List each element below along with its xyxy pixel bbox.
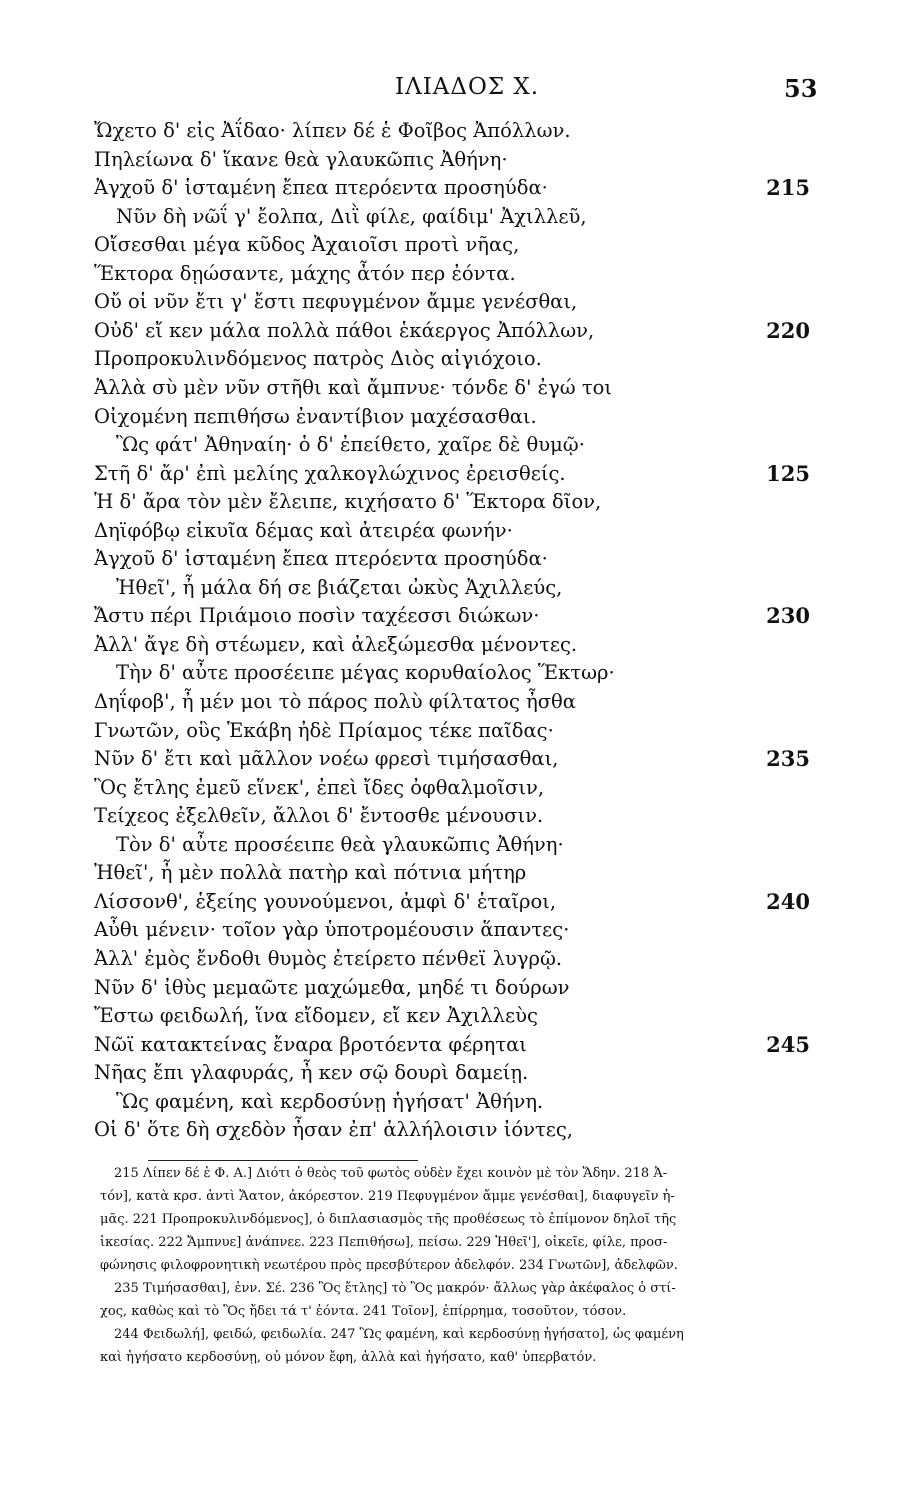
verse-line: Νῦν δὴ νῶΐ γ' ἔολπα, Διῒ φίλε, φαίδιμ' Ἀχιλλεῦ, — [116, 204, 587, 228]
verse-line: Πηλείωνα δ' ἵκανε θεὰ γλαυκῶπις Ἀθήνη· — [94, 147, 508, 171]
footnote-line: φώνησις φιλοφρονητικὴ νεωτέρου πρὸς πρεσβύτερον ἀδελφόν. 234 Γνωτῶν], ἀδελφῶν. — [100, 1258, 678, 1273]
verse-line: Ἕκτορα δῃώσαντε, μάχης ἆτόν περ ἐόντα. — [94, 261, 516, 285]
verse-line: Ἀγχοῦ δ' ἱσταμένη ἔπεα πτερόεντα προσηύδα· — [94, 176, 548, 200]
verse-line: Οὔ οἱ νῦν ἔτι γ' ἔστι πεφυγμένον ἄμμε γενέσθαι, — [94, 290, 578, 314]
line-number: 125 — [766, 460, 810, 486]
verse-line: Ἄστυ πέρι Πριάμοιο ποσὶν ταχέεσσι διώκων· — [94, 604, 540, 628]
footnote-line: 244 Φειδωλή], φειδώ, φειδωλία. 247 Ὣς φαμένη, καὶ κερδοσύνῃ ἡγήσατο], ὡς φαμένη — [114, 1327, 684, 1342]
verse-line: Τὴν δ' αὖτε προσέειπε μέγας κορυθαίολος Ἕκτωρ· — [116, 661, 615, 685]
verse-line: Ὤχετο δ' εἰς Ἀΐδαο· λίπεν δέ ἑ Φοῖβος Ἀπόλλων. — [94, 119, 571, 142]
verse-line: Ὣς φάτ' Ἀθηναίη· ὁ δ' ἐπείθετο, χαῖρε δὲ θυμῷ· — [116, 433, 585, 457]
footnote-line: μᾶς. 221 Προπροκυλινδόμενος], ὁ διπλασιασμὸς τῆς προθέσεως τὸ ἐπίμονον δηλοῖ τῆς — [100, 1212, 677, 1227]
footnote-rule — [148, 1160, 418, 1161]
line-number: 220 — [766, 317, 810, 343]
running-title: ΙΛΙΑΔΟΣ Χ. — [395, 74, 540, 100]
verse-line: Ἀλλ' ἐμὸς ἔνδοθι θυμὸς ἐτείρετο πένθεϊ λυγρῷ. — [94, 946, 563, 970]
verse-line: Ὃς ἔτλης ἐμεῦ εἵνεκ', ἐπεὶ ἴδες ὀφθαλμοῖσιν, — [94, 775, 545, 799]
line-number: 215 — [766, 175, 810, 201]
verse-line: Τείχεος ἐξελθεῖν, ἄλλοι δ' ἔντοσθε μένουσιν. — [94, 804, 544, 828]
verse-line: Δηΐφοβ', ἦ μέν μοι τὸ πάρος πολὺ φίλτατος ἦσθα — [94, 690, 576, 713]
footnote-line: χος, καθὼς καὶ τὸ Ὃς ἤδει τά τ' ἐόντα. 241 Τοῖον], ἐπίρρημα, τοσοῦτον, τόσον. — [100, 1304, 627, 1319]
verse-line: Στῆ δ' ἄρ' ἐπὶ μελίης χαλκογλώχινος ἐρεισθείς. — [94, 461, 566, 485]
footnote-line: ἱκεσίας. 222 Ἄμπνυε] ἀνάπνεε. 223 Πεπιθήσω], πείσω. 229 Ἠθεῖ'], οἰκεῖε, φίλε, προσ- — [100, 1235, 668, 1250]
verse-line: Προπροκυλινδόμενος πατρὸς Διὸς αἰγιόχοιο. — [94, 347, 542, 371]
footnote-line: καὶ ἡγήσατο κερδοσύνῃ, οὐ μόνον ἔφη, ἀλλὰ καὶ ἡγήσατο, καθ' ὑπερβατόν. — [100, 1350, 597, 1365]
verse-line: Ἠθεῖ', ἦ μὲν πολλὰ πατὴρ καὶ πότνια μήτηρ — [94, 861, 527, 885]
verse-line: Λίσσονθ', ἑξείης γουνούμενοι, ἀμφὶ δ' ἑταῖροι, — [94, 889, 557, 913]
verse-line: Ἀγχοῦ δ' ἱσταμένη ἔπεα πτερόεντα προσηύδα· — [94, 547, 548, 571]
verse-line: Ἡ δ' ἄρα τὸν μὲν ἔλειπε, κιχήσατο δ' Ἕκτορα δῖον, — [94, 490, 602, 514]
line-number: 240 — [766, 888, 810, 914]
verse-line: Ἀλλὰ σὺ μὲν νῦν στῆθι καὶ ἄμπνυε· τόνδε δ' ἐγώ τοι — [94, 375, 613, 399]
verse-line: Οἰχομένη πεπιθήσω ἐναντίβιον μαχέσασθαι. — [94, 404, 537, 428]
verse-line: Οὐδ' εἴ κεν μάλα πολλὰ πάθοι ἑκάεργος Ἀπόλλων, — [94, 318, 595, 342]
verse-line: Νῦν δ' ἔτι καὶ μᾶλλον νοέω φρεσὶ τιμήσασθαι, — [94, 747, 559, 771]
verse-line: Ἔστω φειδωλή, ἵνα εἴδομεν, εἴ κεν Ἀχιλλεὺς — [94, 1004, 538, 1028]
verse-line: Ἠθεῖ', ἦ μάλα δή σε βιάζεται ὠκὺς Ἀχιλλεύς, — [116, 575, 563, 599]
verse-line: Δηϊφόβῳ εἰκυῖα δέμας καὶ ἀτειρέα φωνήν· — [94, 518, 513, 542]
verse-line: Νῦν δ' ἰθὺς μεμαῶτε μαχώμεθα, μηδέ τι δούρων — [94, 975, 570, 999]
line-number: 245 — [766, 1031, 810, 1057]
verse-line: Ἀλλ' ἄγε δὴ στέωμεν, καὶ ἀλεξώμεσθα μένοντες. — [94, 632, 578, 656]
footnote-line: 215 Λίπεν δέ ἑ Φ. Α.] Διότι ὁ θεὸς τοῦ φωτὸς οὐδὲν ἔχει κοινὸν μὲ τὸν Ἅδην. 218 Ἀ- — [114, 1166, 668, 1181]
line-number: 230 — [766, 603, 810, 629]
verse-text — [0, 113, 901, 1163]
footnote-line: τόν], κατὰ κρσ. ἀντὶ Ἄατον, ἀκόρεστον. 219 Πεφυγμένον ἄμμε γενέσθαι], διαφυγεῖν ἡ- — [100, 1189, 675, 1204]
verse-line: Νῆας ἔπι γλαφυράς, ἦ κεν σῷ δουρὶ δαμείῃ. — [94, 1061, 529, 1085]
verse-line: Νῶϊ κατακτείνας ἔναρα βροτόεντα φέρηται — [94, 1032, 527, 1056]
verse-line: Οἴσεσθαι μέγα κῦδος Ἀχαιοῖσι προτὶ νῆας, — [94, 233, 520, 257]
verse-line: Αὖθι μένειν· τοῖον γὰρ ὑποτρομέουσιν ἅπαντες· — [94, 918, 570, 942]
verse-line: Γνωτῶν, οὓς Ἑκάβη ἠδὲ Πρίαμος τέκε παῖδας· — [94, 718, 554, 742]
verse-line: Οἱ δ' ὅτε δὴ σχεδὸν ἦσαν ἐπ' ἀλλήλοισιν ἰόντες, — [94, 1118, 573, 1142]
verse-line: Τὸν δ' αὖτε προσέειπε θεὰ γλαυκῶπις Ἀθήνη· — [116, 832, 564, 856]
verse-line: Ὣς φαμένη, καὶ κερδοσύνῃ ἡγήσατ' Ἀθήνη. — [116, 1089, 544, 1113]
page-number: 53 — [784, 74, 818, 103]
page-header — [0, 74, 901, 114]
line-number: 235 — [766, 746, 810, 772]
footnote-line: 235 Τιμήσασθαι], ἐνν. Σέ. 236 Ὃς ἔτλης] τὸ Ὃς μακρόν· ἄλλως γὰρ ἀκέφαλος ὁ στί- — [114, 1281, 676, 1296]
